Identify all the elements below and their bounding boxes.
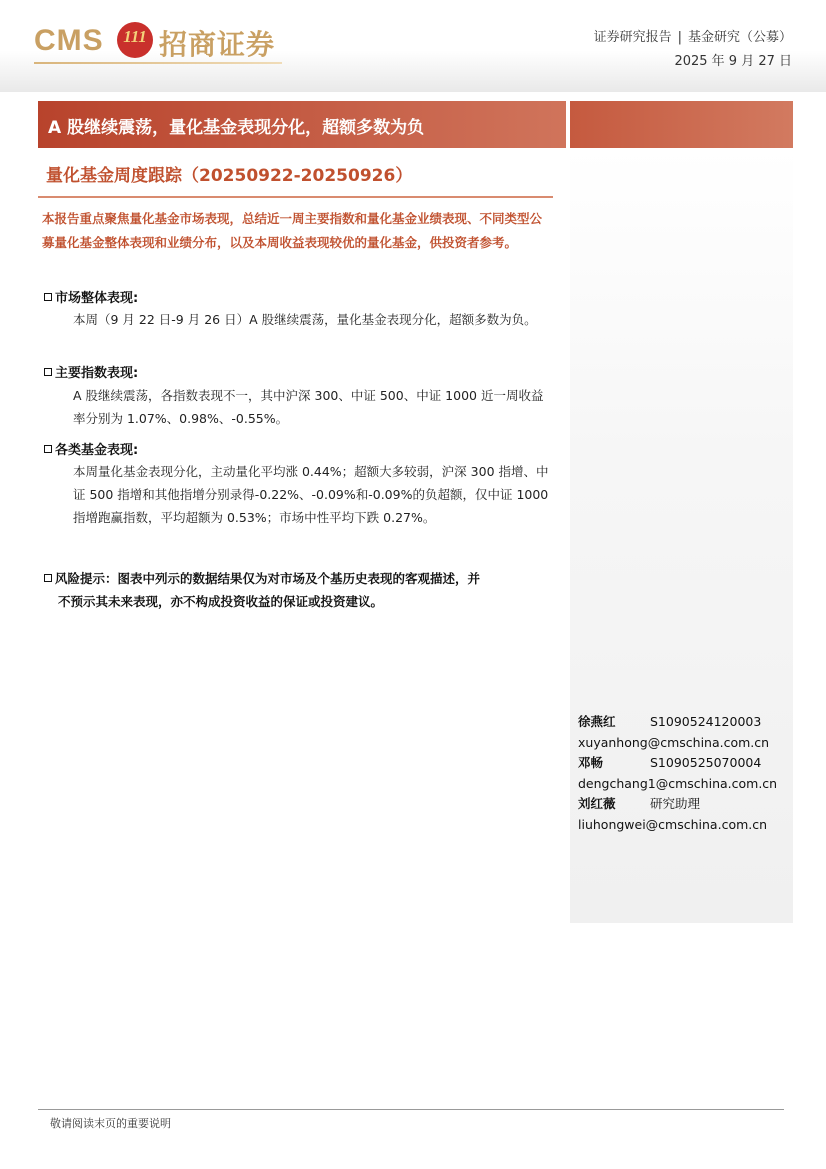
author-row <box>578 712 793 733</box>
footer-disclaimer: 敬请阅读末页的重要说明 <box>50 1117 171 1130</box>
header-separator: | <box>677 30 682 45</box>
section-body-funds: 本周量化基金表现分化，主动量化平均涨 0.44%；超额大多较弱，沪深 300 指增、中证 500 指增和其他指增分别录得-0.22%、-0.09%和-0.09%的负超额，仅中证 1000 指增跑赢指数，平均超额为 0.53%；市场中性平均下跌 0.27%。 <box>73 464 549 525</box>
author-id: S1090524120003 <box>650 714 762 729</box>
subtitle-divider <box>38 196 553 198</box>
risk-line-1: 风险提示：图表中列示的数据结果仅为对市场及个基历史表现的客观描述，并 <box>55 571 481 586</box>
author-row <box>578 753 793 774</box>
section-heading-text: 市场整体表现: <box>55 291 139 306</box>
report-intro: 本报告重点聚焦量化基金市场表现，总结近一周主要指数和量化基金业绩表现、不同类型公募量化基金整体表现和业绩分布，以及本周收益表现较优的量化基金，供投资者参考。 <box>42 211 543 250</box>
report-title: A 股继续震荡，量化基金表现分化，超额多数为负 <box>48 118 425 138</box>
logo-emblem-icon <box>117 22 153 58</box>
checkbox-bullet-icon <box>44 574 52 582</box>
report-subtitle: 量化基金周度跟踪（20250922-20250926） <box>46 166 413 186</box>
side-banner <box>570 101 793 148</box>
section-body-indices: A 股继续震荡，各指数表现不一，其中沪深 300、中证 500、中证 1000 近一周收益率分别为 1.07%、0.98%、-0.55%。 <box>73 388 544 426</box>
section-heading-market <box>44 287 138 306</box>
logo-underline <box>34 62 282 64</box>
author-email: dengchang1@cmschina.com.cn <box>578 775 778 791</box>
company-logo <box>34 22 294 66</box>
author-email: xuyanhong@cmschina.com.cn <box>578 734 770 750</box>
section-heading-indices <box>44 362 138 381</box>
title-banner <box>38 101 566 148</box>
report-category: 基金研究（公募） <box>687 30 792 45</box>
section-body-market: 本周（9 月 22 日-9 月 26 日）A 股继续震荡，量化基金表现分化，超额多数为负。 <box>73 312 537 327</box>
checkbox-bullet-icon <box>44 293 52 301</box>
checkbox-bullet-icon <box>44 368 52 376</box>
author-id: S1090525070004 <box>650 755 762 770</box>
section-heading-text: 各类基金表现: <box>55 443 139 458</box>
logo-cms-text: CMS <box>34 24 104 57</box>
author-name: 邓畅 <box>578 755 604 770</box>
logo-chinese-text: 招商证券 <box>159 28 276 61</box>
checkbox-bullet-icon <box>44 445 52 453</box>
author-role: 研究助理 <box>650 796 701 811</box>
report-type: 证券研究报告 <box>593 30 672 45</box>
report-classification <box>594 26 792 45</box>
author-row <box>578 794 793 815</box>
risk-warning <box>44 567 556 613</box>
risk-line-2: 不预示其未来表现，亦不构成投资收益的保证或投资建议。 <box>58 594 384 609</box>
report-date: 2025 年 9 月 27 日 <box>674 54 792 69</box>
author-email: liuhongwei@cmschina.com.cn <box>578 816 768 832</box>
author-block <box>578 712 793 835</box>
author-name: 徐燕红 <box>578 714 616 729</box>
author-name: 刘红薇 <box>578 796 616 811</box>
logo-emblem-text: 111 <box>123 27 147 46</box>
section-heading-funds <box>44 439 138 458</box>
footer-divider <box>38 1109 784 1110</box>
section-heading-text: 主要指数表现: <box>55 366 139 381</box>
